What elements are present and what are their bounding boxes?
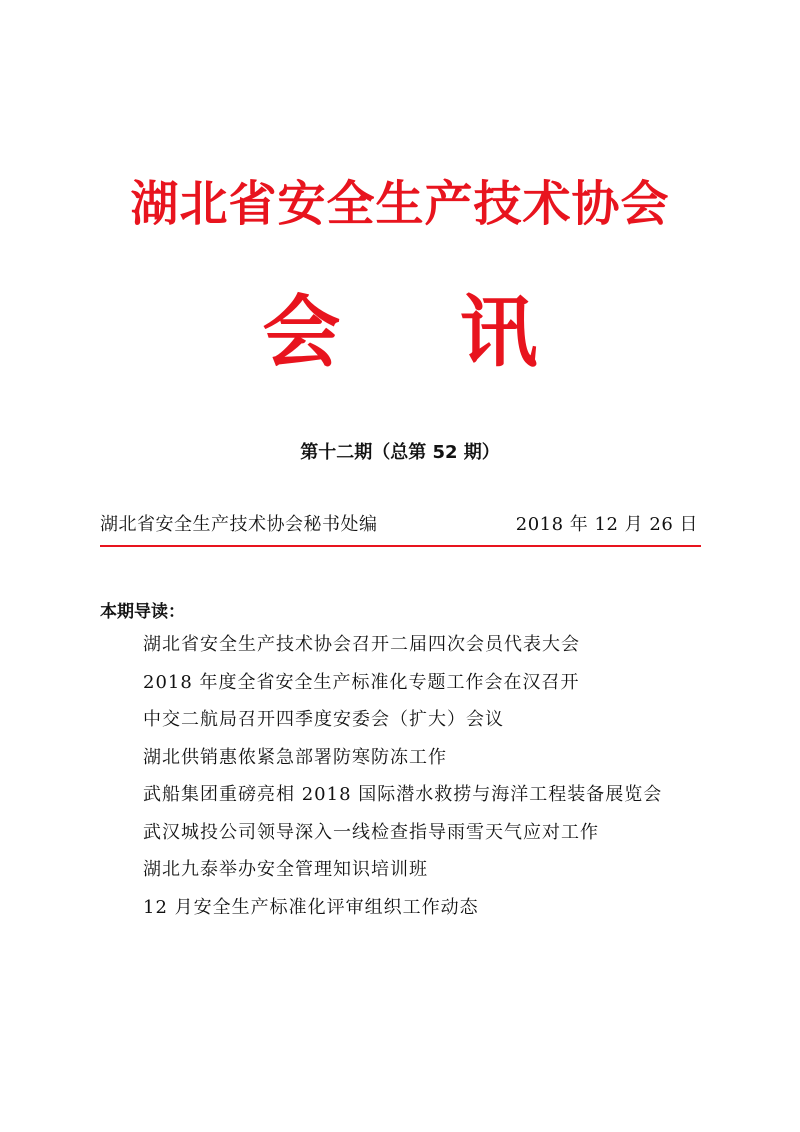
contents-item: 中交二航局召开四季度安委会（扩大）会议 xyxy=(143,709,504,730)
organization-title: 湖北省安全生产技术协会 xyxy=(130,176,670,232)
contents-item: 湖北九泰举办安全管理知识培训班 xyxy=(143,859,428,880)
bulletin-title: 会 讯 xyxy=(262,288,584,378)
contents-item: 12 月安全生产标准化评审组织工作动态 xyxy=(143,896,479,918)
contents-item: 2018 年度全省安全生产标准化专题工作会在汉召开 xyxy=(143,671,580,693)
publication-date: 2018 年 12 月 26 日 xyxy=(515,514,698,535)
contents-item: 武船集团重磅亮相 2018 国际潜水救捞与海洋工程装备展览会 xyxy=(143,784,663,805)
contents-item: 武汉城投公司领导深入一线检查指导雨雪天气应对工作 xyxy=(143,821,599,843)
contents-item: 湖北供销惠侬紧急部署防寒防冻工作 xyxy=(143,746,447,768)
contents-item: 湖北省安全生产技术协会召开二届四次会员代表大会 xyxy=(143,634,580,655)
contents-list xyxy=(143,632,662,932)
red-divider xyxy=(100,545,701,547)
issue-number: 第十二期（总第 52 期） xyxy=(300,442,500,463)
masthead-row xyxy=(100,512,700,538)
editor-line: 湖北省安全生产技术协会秘书处编 xyxy=(100,514,378,535)
contents-heading: 本期导读： xyxy=(100,602,185,622)
